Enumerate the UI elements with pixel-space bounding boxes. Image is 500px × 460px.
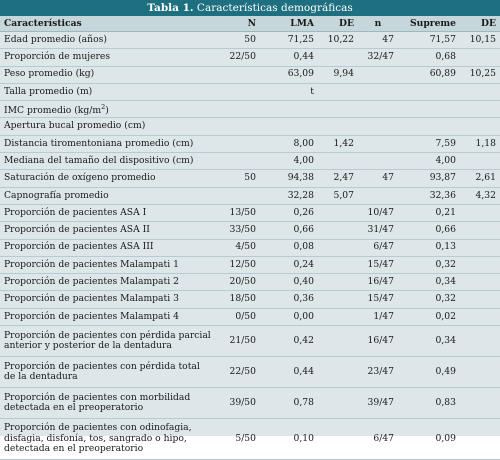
imc-label: IMC promedio (kg/m <box>4 105 102 117</box>
table-row <box>0 118 500 135</box>
cell-de-supreme <box>460 222 500 239</box>
cell-lma: 0,78 <box>260 388 318 419</box>
cell-n-supreme: 15/47 <box>358 291 398 308</box>
table-row <box>0 66 500 83</box>
header-n-lma: N <box>218 16 260 32</box>
cell-de-lma <box>318 118 358 135</box>
cell-lma: 8,00 <box>260 135 318 152</box>
cell-n-supreme: 16/47 <box>358 274 398 291</box>
cell-label: Proporción de pacientes ASA I <box>0 204 218 221</box>
cell-n-lma <box>218 66 260 83</box>
cell-lma: 0,10 <box>260 419 318 460</box>
cell-supreme: 0,32 <box>398 256 460 273</box>
cell-label <box>0 101 218 118</box>
cell-de-supreme <box>460 256 500 273</box>
cell-lma: 0,66 <box>260 222 318 239</box>
cell-n-lma: 4/50 <box>218 239 260 256</box>
cell-de-supreme <box>460 101 500 118</box>
cell-supreme: 0,13 <box>398 239 460 256</box>
cell-n-supreme: 10/47 <box>358 204 398 221</box>
cell-label: Proporción de pacientes Malampati 3 <box>0 291 218 308</box>
cell-de-supreme: 2,61 <box>460 170 500 187</box>
table-row <box>0 101 500 118</box>
table-row <box>0 419 500 460</box>
cell-label: Proporción de pacientes con pérdida parcial anterior y posterior de la dentadura <box>0 326 218 357</box>
cell-de-lma <box>318 101 358 118</box>
cell-label: Proporción de pacientes ASA II <box>0 222 218 239</box>
cell-de-lma <box>318 357 358 388</box>
cell-supreme: 4,00 <box>398 153 460 170</box>
cell-label: Distancia tiromentoniana promedio (cm) <box>0 135 218 152</box>
cell-n-lma: 12/50 <box>218 256 260 273</box>
table-row <box>0 308 500 325</box>
cell-supreme <box>398 101 460 118</box>
table-row <box>0 222 500 239</box>
cell-de-lma <box>318 326 358 357</box>
table-row <box>0 187 500 204</box>
cell-lma: 0,44 <box>260 49 318 66</box>
cell-supreme: 0,49 <box>398 357 460 388</box>
header-caracteristicas: Características <box>0 16 218 32</box>
cell-n-lma <box>218 118 260 135</box>
cell-de-lma <box>318 388 358 419</box>
cell-n-lma: 5/50 <box>218 419 260 460</box>
cell-de-lma <box>318 49 358 66</box>
header-de-supreme: DE <box>460 16 500 32</box>
cell-n-supreme: 6/47 <box>358 239 398 256</box>
cell-n-lma: 22/50 <box>218 49 260 66</box>
table-row <box>0 256 500 273</box>
cell-n-lma: 50 <box>218 170 260 187</box>
cell-de-lma <box>318 83 358 100</box>
cell-supreme: 0,21 <box>398 204 460 221</box>
cell-label: Proporción de pacientes ASA III <box>0 239 218 256</box>
cell-lma: 0,42 <box>260 326 318 357</box>
cell-de-supreme: 4,32 <box>460 187 500 204</box>
cell-label: Proporción de pacientes Malampati 1 <box>0 256 218 273</box>
cell-de-supreme <box>460 118 500 135</box>
cell-supreme: 0,34 <box>398 326 460 357</box>
cell-de-supreme <box>460 49 500 66</box>
cell-label: Proporción de pacientes Malampati 2 <box>0 274 218 291</box>
cell-n-supreme: 31/47 <box>358 222 398 239</box>
cell-supreme: 32,36 <box>398 187 460 204</box>
cell-de-lma <box>318 222 358 239</box>
cell-n-supreme: 47 <box>358 170 398 187</box>
cell-n-supreme: 23/47 <box>358 357 398 388</box>
table-row <box>0 170 500 187</box>
cell-supreme: 0,34 <box>398 274 460 291</box>
table-row <box>0 326 500 357</box>
cell-label: Mediana del tamaño del dispositivo (cm) <box>0 153 218 170</box>
cell-n-supreme: 16/47 <box>358 326 398 357</box>
cell-de-lma <box>318 291 358 308</box>
imc-close-paren: ) <box>105 105 109 117</box>
cell-n-supreme <box>358 118 398 135</box>
cell-n-supreme: 15/47 <box>358 256 398 273</box>
cell-lma: t <box>260 83 318 100</box>
cell-label: Talla promedio (m) <box>0 83 218 100</box>
cell-n-supreme <box>358 101 398 118</box>
cell-n-lma: 33/50 <box>218 222 260 239</box>
cell-label: Capnografía promedio <box>0 187 218 204</box>
cell-label: Apertura bucal promedio (cm) <box>0 118 218 135</box>
cell-lma: 0,40 <box>260 274 318 291</box>
cell-de-supreme <box>460 274 500 291</box>
cell-lma: 4,00 <box>260 153 318 170</box>
header-supreme: Supreme <box>398 16 460 32</box>
table-row <box>0 153 500 170</box>
table-row <box>0 49 500 66</box>
table-row <box>0 291 500 308</box>
cell-supreme: 0,83 <box>398 388 460 419</box>
cell-lma <box>260 118 318 135</box>
cell-de-lma: 2,47 <box>318 170 358 187</box>
cell-supreme <box>398 83 460 100</box>
cell-de-supreme <box>460 204 500 221</box>
cell-lma: 0,36 <box>260 291 318 308</box>
cell-supreme: 93,87 <box>398 170 460 187</box>
cell-n-supreme <box>358 83 398 100</box>
cell-label: Edad promedio (años) <box>0 32 218 49</box>
cell-de-supreme: 10,15 <box>460 32 500 49</box>
cell-de-supreme <box>460 83 500 100</box>
cell-label: Proporción de mujeres <box>0 49 218 66</box>
cell-de-lma <box>318 204 358 221</box>
cell-n-supreme: 47 <box>358 32 398 49</box>
cell-n-lma: 22/50 <box>218 357 260 388</box>
cell-de-supreme <box>460 239 500 256</box>
cell-de-supreme <box>460 291 500 308</box>
cell-label: Proporción de pacientes con morbilidad detectada en el preoperatorio <box>0 388 218 419</box>
cell-de-lma: 1,42 <box>318 135 358 152</box>
table-title-prefix: Tabla 1. <box>147 2 194 14</box>
cell-de-supreme <box>460 419 500 460</box>
cell-label: Proporción de pacientes Malampati 4 <box>0 308 218 325</box>
table-title-text: Características demográficas <box>193 2 353 14</box>
cell-supreme: 0,02 <box>398 308 460 325</box>
table-row <box>0 83 500 100</box>
cell-n-lma <box>218 187 260 204</box>
cell-n-lma: 50 <box>218 32 260 49</box>
cell-n-lma: 39/50 <box>218 388 260 419</box>
cell-n-lma <box>218 153 260 170</box>
cell-n-supreme: 6/47 <box>358 419 398 460</box>
cell-supreme: 0,32 <box>398 291 460 308</box>
header-de-lma: DE <box>318 16 358 32</box>
table-row <box>0 388 500 419</box>
cell-de-supreme <box>460 326 500 357</box>
cell-supreme: 0,66 <box>398 222 460 239</box>
cell-label: Saturación de oxígeno promedio <box>0 170 218 187</box>
cell-n-lma: 21/50 <box>218 326 260 357</box>
table-row <box>0 239 500 256</box>
cell-de-supreme: 10,25 <box>460 66 500 83</box>
cell-n-lma <box>218 83 260 100</box>
header-row <box>0 16 500 32</box>
cell-lma: 0,08 <box>260 239 318 256</box>
table-row <box>0 274 500 291</box>
cell-de-supreme <box>460 388 500 419</box>
cell-lma: 0,44 <box>260 357 318 388</box>
cell-supreme: 0,68 <box>398 49 460 66</box>
cell-lma: 63,09 <box>260 66 318 83</box>
cell-de-lma <box>318 308 358 325</box>
cell-lma <box>260 101 318 118</box>
cell-lma: 0,26 <box>260 204 318 221</box>
table-title <box>0 0 500 16</box>
table-row <box>0 135 500 152</box>
cell-lma: 0,00 <box>260 308 318 325</box>
cell-de-supreme: 1,18 <box>460 135 500 152</box>
cell-n-supreme: 39/47 <box>358 388 398 419</box>
cell-n-lma: 0/50 <box>218 308 260 325</box>
cell-n-supreme <box>358 153 398 170</box>
cell-n-lma: 18/50 <box>218 291 260 308</box>
cell-n-lma <box>218 101 260 118</box>
cell-de-lma: 5,07 <box>318 187 358 204</box>
cell-supreme: 60,89 <box>398 66 460 83</box>
cell-n-supreme <box>358 66 398 83</box>
data-table <box>0 16 500 460</box>
cell-n-supreme: 1/47 <box>358 308 398 325</box>
cell-lma: 0,24 <box>260 256 318 273</box>
cell-lma: 71,25 <box>260 32 318 49</box>
cell-n-supreme <box>358 187 398 204</box>
cell-de-supreme <box>460 153 500 170</box>
imc-superscript: 2 <box>101 103 106 112</box>
cell-lma: 32,28 <box>260 187 318 204</box>
cell-n-supreme: 32/47 <box>358 49 398 66</box>
table-row <box>0 357 500 388</box>
cell-supreme: 7,59 <box>398 135 460 152</box>
cell-supreme: 0,09 <box>398 419 460 460</box>
header-n-supreme: n <box>358 16 398 32</box>
cell-de-lma <box>318 153 358 170</box>
cell-lma: 94,38 <box>260 170 318 187</box>
cell-de-lma <box>318 419 358 460</box>
cell-de-lma <box>318 239 358 256</box>
cell-de-lma: 9,94 <box>318 66 358 83</box>
cell-n-supreme <box>358 135 398 152</box>
cell-label: Proporción de pacientes con pérdida total de la dentadura <box>0 357 218 388</box>
cell-n-lma: 13/50 <box>218 204 260 221</box>
cell-de-lma <box>318 256 358 273</box>
cell-n-lma: 20/50 <box>218 274 260 291</box>
cell-de-supreme <box>460 308 500 325</box>
cell-supreme: 71,57 <box>398 32 460 49</box>
header-lma: LMA <box>260 16 318 32</box>
table-row <box>0 204 500 221</box>
cell-label: Proporción de pacientes con odinofagia, disfagia, disfonía, tos, sangrado o hipo, detectada en el preoperatorio <box>0 419 218 460</box>
cell-supreme <box>398 118 460 135</box>
table-row <box>0 32 500 49</box>
cell-label: Peso promedio (kg) <box>0 66 218 83</box>
cell-de-supreme <box>460 357 500 388</box>
cell-de-lma: 10,22 <box>318 32 358 49</box>
cell-de-lma <box>318 274 358 291</box>
cell-n-lma <box>218 135 260 152</box>
